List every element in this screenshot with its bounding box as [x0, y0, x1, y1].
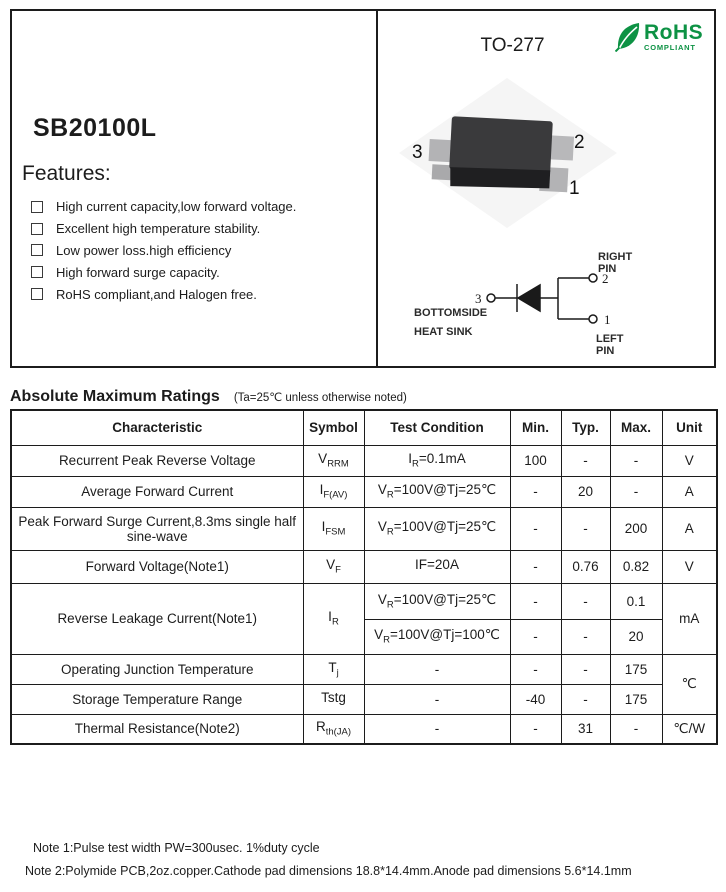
cell-max: 0.82 — [610, 550, 662, 583]
diode-anode-triangle — [518, 285, 540, 311]
table-row — [11, 507, 717, 550]
table-row — [11, 550, 717, 583]
photo-pin1-label: 1 — [569, 178, 580, 199]
table-row — [11, 583, 717, 619]
cell-test-condition: - — [364, 684, 510, 714]
cell-test-condition: - — [364, 714, 510, 744]
pin3-terminal-icon — [487, 294, 495, 302]
cell-max: - — [610, 445, 662, 476]
cell-min: - — [510, 476, 561, 507]
col-max: Max. — [610, 410, 662, 445]
cell-min: -40 — [510, 684, 561, 714]
feature-text: High current capacity,low forward voltage. — [56, 199, 297, 215]
cell-symbol: $R_{th(JA)}$ — [303, 714, 364, 744]
feature-item — [31, 283, 296, 305]
feature-item — [31, 261, 296, 283]
cell-unit: ℃ — [662, 654, 717, 714]
features-list — [31, 196, 296, 305]
cell-max: 175 — [610, 684, 662, 714]
cell-max: 175 — [610, 654, 662, 684]
cell-min: 100 — [510, 445, 561, 476]
cell-min: - — [510, 654, 561, 684]
cell-test-condition: $V_R=100V@Tj=25℃$ — [364, 476, 510, 507]
features-heading: Features: — [22, 162, 111, 185]
cell-characteristic: Recurrent Peak Reverse Voltage — [11, 445, 303, 476]
right-pin-label-line2: PIN — [598, 263, 617, 275]
cell-unit: A — [662, 507, 717, 550]
cell-typ: - — [561, 507, 610, 550]
col-unit: Unit — [662, 410, 717, 445]
cell-characteristic: Forward Voltage(Note1) — [11, 550, 303, 583]
cell-min: - — [510, 619, 561, 654]
cell-max: - — [610, 714, 662, 744]
cell-unit: V — [662, 445, 717, 476]
checkbox-icon — [31, 223, 43, 235]
checkbox-icon — [31, 244, 43, 256]
vertical-divider — [376, 11, 378, 366]
feature-item — [31, 240, 296, 262]
cell-max: 200 — [610, 507, 662, 550]
cell-characteristic: Average Forward Current — [11, 476, 303, 507]
cell-max: - — [610, 476, 662, 507]
photo-pin3-label: 3 — [412, 142, 423, 163]
cell-typ: 20 — [561, 476, 610, 507]
cell-symbol: $V_{RRM}$ — [303, 445, 364, 476]
cell-characteristic: Reverse Leakage Current(Note1) — [11, 583, 303, 654]
left-pin-label-line2: PIN — [596, 345, 615, 357]
feature-text: Excellent high temperature stability. — [56, 221, 261, 237]
table-header-row — [11, 410, 717, 445]
diode-circuit — [487, 274, 597, 323]
col-min: Min. — [510, 410, 561, 445]
right-pin-label-line1: RIGHT — [598, 251, 633, 263]
cell-min: - — [510, 583, 561, 619]
rohs-logo — [615, 22, 703, 52]
footnote-1: Note 1:Pulse test width PW=300usec. 1%duty cycle — [33, 841, 320, 855]
cell-test-condition: - — [364, 654, 510, 684]
cell-typ: - — [561, 445, 610, 476]
heatsink-label: HEAT SINK — [414, 326, 473, 338]
checkbox-icon — [31, 288, 43, 300]
col-characteristic: Characteristic — [11, 410, 303, 445]
schematic-pin1-number: 1 — [604, 312, 611, 327]
cell-characteristic: Thermal Resistance(Note2) — [11, 714, 303, 744]
table-row — [11, 714, 717, 744]
cell-test-condition: $V_R=100V@Tj=100℃$ — [364, 619, 510, 654]
ratings-section-heading — [10, 388, 407, 406]
checkbox-icon — [31, 201, 43, 213]
feature-item — [31, 196, 296, 218]
cell-test-condition: IF=20A — [364, 550, 510, 583]
package-top-face — [449, 116, 553, 174]
col-test-condition: Test Condition — [364, 410, 510, 445]
ratings-table — [10, 409, 718, 745]
cell-characteristic: Operating Junction Temperature — [11, 654, 303, 684]
cell-symbol: $I_{FSM}$ — [303, 507, 364, 550]
left-pin-label-line1: LEFT — [596, 333, 624, 345]
cell-symbol: $I_{F(AV)}$ — [303, 476, 364, 507]
schematic-pin3-number: 3 — [475, 291, 482, 306]
checkbox-icon — [31, 266, 43, 278]
cell-unit: mA — [662, 583, 717, 654]
cell-typ: 31 — [561, 714, 610, 744]
connection-diagram — [390, 240, 720, 365]
cell-symbol: Tstg — [303, 684, 364, 714]
cell-symbol: $V_F$ — [303, 550, 364, 583]
col-typ: Typ. — [561, 410, 610, 445]
ratings-condition: (Ta=25℃ unless otherwise noted) — [233, 392, 407, 404]
ratings-title: Absolute Maximum Ratings — [10, 388, 220, 405]
pin2-terminal-icon — [589, 274, 597, 282]
photo-pin2-label: 2 — [574, 132, 585, 153]
cell-characteristic: Storage Temperature Range — [11, 684, 303, 714]
cell-max: 20 — [610, 619, 662, 654]
package-name: TO-277 — [480, 35, 545, 56]
leaf-icon — [615, 22, 642, 52]
feature-item — [31, 218, 296, 240]
cell-min: - — [510, 714, 561, 744]
cell-unit: V — [662, 550, 717, 583]
cell-test-condition: $V_R=100V@Tj=25℃$ — [364, 583, 510, 619]
table-row — [11, 445, 717, 476]
feature-text: High forward surge capacity. — [56, 264, 220, 280]
cell-typ: - — [561, 619, 610, 654]
table-row — [11, 476, 717, 507]
cell-min: - — [510, 507, 561, 550]
cell-symbol: $I_R$ — [303, 583, 364, 654]
cell-unit: ℃/W — [662, 714, 717, 744]
bottomside-label: BOTTOMSIDE — [414, 307, 488, 319]
footnote-2: Note 2:Polymide PCB,2oz.copper.Cathode pad dimensions 18.8*14.4mm.Anode pad dimensions 5.6*14.1mm — [25, 864, 632, 878]
cell-symbol: $T_j$ — [303, 654, 364, 684]
pin1-terminal-icon — [589, 315, 597, 323]
rohs-text-block — [644, 22, 703, 52]
cell-test-condition: $V_R=100V@Tj=25℃$ — [364, 507, 510, 550]
rohs-name: RoHS — [644, 21, 704, 44]
col-symbol: Symbol — [303, 410, 364, 445]
cell-test-condition: $I_R=0.1mA$ — [364, 445, 510, 476]
feature-text: RoHS compliant,and Halogen free. — [56, 286, 257, 302]
feature-text: Low power loss.high efficiency — [56, 242, 232, 258]
cell-unit: A — [662, 476, 717, 507]
part-number-title: SB20100L — [33, 114, 157, 142]
rohs-compliant-label: COMPLIANT — [644, 43, 696, 52]
cell-typ: - — [561, 684, 610, 714]
cell-typ: 0.76 — [561, 550, 610, 583]
cell-typ: - — [561, 654, 610, 684]
package-photo — [395, 75, 635, 235]
schematic-pin2-number: 2 — [602, 271, 609, 286]
cell-min: - — [510, 550, 561, 583]
table-row — [11, 654, 717, 684]
cell-characteristic: Peak Forward Surge Current,8.3ms single half sine-wave — [11, 507, 303, 550]
cell-max: 0.1 — [610, 583, 662, 619]
table-row — [11, 684, 717, 714]
cell-typ: - — [561, 583, 610, 619]
